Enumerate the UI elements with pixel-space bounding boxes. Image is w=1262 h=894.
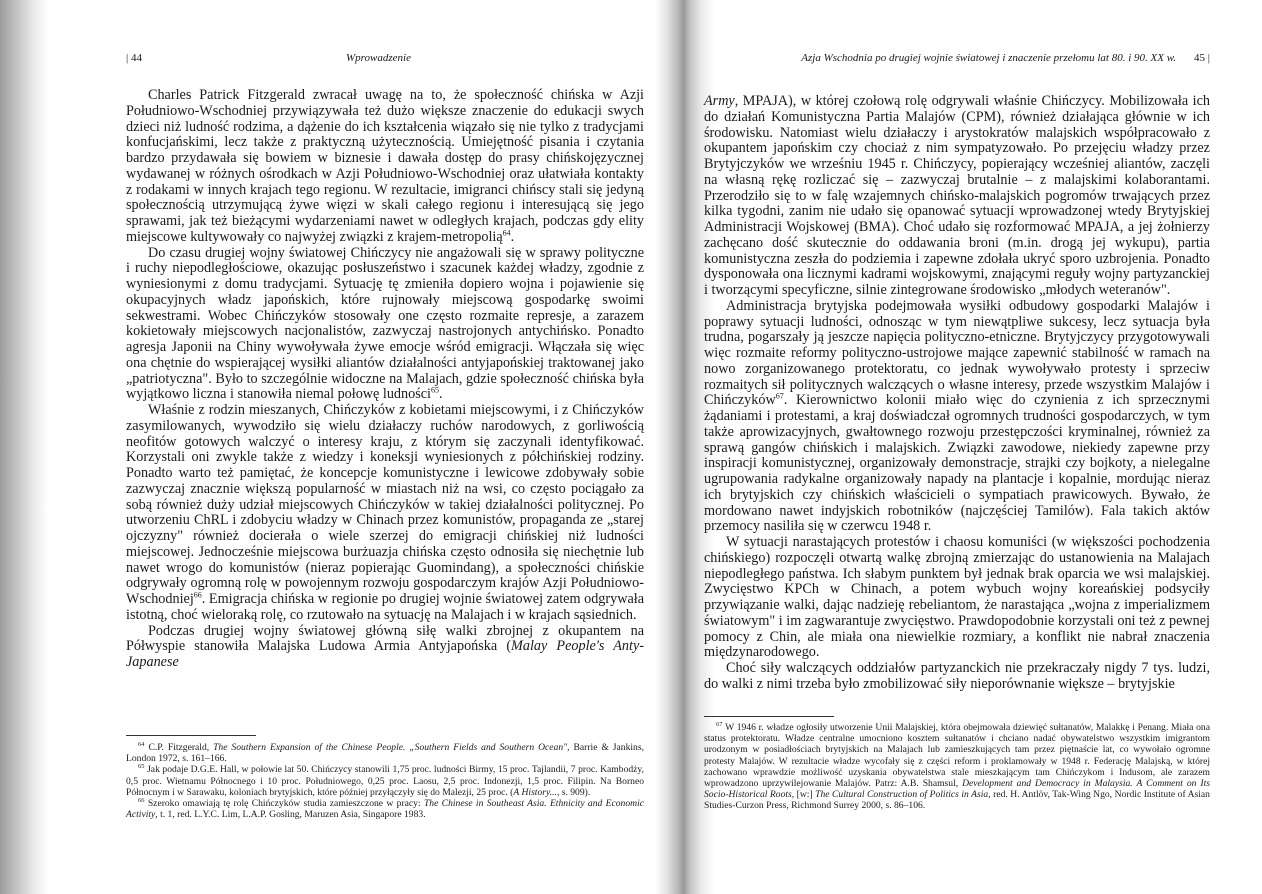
left-body-text <box>126 88 644 671</box>
right-page-number: 45 | <box>1194 52 1210 64</box>
right-page <box>690 0 1210 894</box>
left-running-head <box>116 52 644 70</box>
left-paragraph: Charles Patrick Fitzgerald zwracał uwagę na to, że społeczność chińska w Azji Południowo-Wschodniej przywiązywała też dużo większe znaczenie do edukacji swych dzieci niż ludność rodzima, a dążenie do ich kształcenia wiązało się nie tylko z tradycjami konfucjańskimi, lecz także z praktyczną użytecznością. Umiejętność pisania i czytania bardzo przydawała się bowiem w biznesie i dawała dostęp do prasy chińskojęzycznej wydawanej w różnych ośrodkach w Azji Południowo-Wschodniej oraz ułatwiała kontakty z rodakami w innych krajach tego regionu. W rezultacie, imigranci chińscy stali się jedyną społecznością utrzymującą żywe więzi w skali całego regionu i interesującą się jego sprawami, jak też bieżącymi wydarzeniami nawet w odległych krajach, podczas gdy elity miejscowe kultywowały co najwyżej związki z krajem-metropolią$^{64}$. <box>126 87 644 245</box>
right-paragraph: Choć siły walczących oddziałów partyzanckich nie przekraczały nigdy 7 tys. ludzi, do walki z nimi trzeba było zmobilizować siły nieporównanie większe – brytyjskie <box>704 660 1210 692</box>
left-footnote-rule <box>126 735 256 736</box>
footnote: $^{67}$ W 1946 r. władze ogłosiły utworzenie Unii Malajskiej, która obejmowała dziewięć sułtanatów, Malakkę i Penang. Miała ona status protektoratu. Władze centralne umocniono kosztem sułtanatów i chciano nadać obywatelstwo wszystkim imigrantom urodzonym w posiadłościach brytyjskich na Malajach lub zamieszkujących tam przez piętnaście lat, co wywołało ogromne protesty Malajów. W rezultacie władze wycofały się z części reform i proklamowały w 1948 r. Federację Malajską, w której zachowano wprawdzie możliwość uzyskania obywatelstwa stale mieszkającym tam Chińczykom i Indusom, ale zarazem wprowadzono uprzywilejowanie Malajów. Patrz: A.B. Shamsul, Development and Democracy in Malaysia. A Comment on Its Socio-Historical Roots, [w:] The Cultural Construction of Politics in Asia, red. H. Antlöv, Tak-Wing Ngo, Nordic Institute of Asian Studies-Curzon Press, Richmond Surrey 2000, s. 86–106. <box>704 720 1210 812</box>
left-paragraph: Do czasu drugiej wojny światowej Chińczycy nie angażowali się w sprawy polityczne i ruchy niepodległościowe, okazując posłuszeństwo i szacunek każdej władzy, zgodnie z wyniesionymi z domu tradycjami. Sytuację tę zmieniła dopiero wojna i pojawienie się okupacyjnych władz japońskich, które rujnowały miejscową gospodarkę swoimi sekwestrami. Wobec Chińczyków stosowały one często rozmaite represje, a zarazem kokietowały miejscowych nacjonalistów, zazwyczaj nastrojonych antychińsko. Ponadto agresja Japonii na Chiny wywoływała żywe emocje wśród emigracji. Włączała się więc ona chętnie do wspierającej wysiłki aliantów działalności antyjapońskiej traktowanej jako „patriotyczna". Było to szczególnie widoczne na Malajach, gdzie społeczność chińska była wyjątkowo liczna i stanowiła niemal połowę ludności$^{65}$. <box>126 244 644 403</box>
footnote: $^{66}$ Szeroko omawiają tę rolę Chińczyków studia zamieszczone w pracy: The Chinese in Southeast Asia. Ethnicity and Economic Activity, t. 1, red. L.Y.C. Lim, L.A.P. Gosling, Maruzen Asia, Singapore 1983. <box>126 796 644 821</box>
right-paragraph: Administracja brytyjska podejmowała wysiłki odbudowy gospodarki Malajów i poprawy sytuacji ludności, odnosząc w tym niewątpliwe sukcesy, lecz sytuacja była trudna, pogarszały ją jeszcze napięcia polityczno-etniczne. Brytyjczycy przygotowywali więc rozmaite reformy polityczno-ustrojowe mające zapewnić stabilność w ramach na nowo zorganizowanego protektoratu, co jednak wywoływało protesty i sprzeciw rozmaitych sił politycznych walczących o własne interesy, przede wszystkim Malajów i Chińczyków$^{67}$. Kierownictwo kolonii miało więc do czynienia z ich sprzecznymi żądaniami i protestami, a kraj doświadczał ogromnych trudności gospodarczych, w tym także aprowizacyjnych, gwałtownego rozwoju przestępczości kryminalnej, również za sprawą gangów chińskich i malajskich. Związki zawodowe, niekiedy zapewne przy inspiracji komunistycznej, organizowały demonstracje, strajki czy bojkoty, a nielegalne ugrupowania radykalne organizowały napady na plantacje i kopalnie, mordując nieraz ich brytyjskich czy chińskich właścicieli o sympatiach prawicowych. Bywało, że mordowano nawet indyjskich robotników (najczęściej Tamilów). Fala takich aktów przemocy nasiliła się w czerwcu 1948 r. <box>704 297 1210 535</box>
left-running-title: Wprowadzenie <box>346 52 411 64</box>
left-paragraph: Właśnie z rodzin mieszanych, Chińczyków z kobietami miejscowymi, i z Chińczyków zasymilowanych, wywodziło się wielu działaczy ruchów narodowych, z gorliwością neofitów gotowych walczyć o interesy kraju, z którym się zaczynali identyfikować. Korzystali oni zwykle także z wiedzy i koneksji wyniesionych z półchińskiej rodziny. Ponadto warto też pamiętać, że koncepcje komunistyczne i lewicowe zdobywały sobie zazwyczaj znacznie większą popularność w miastach niż na wsi, co często pociągało za sobą również duży udział miejscowych Chińczyków w takiej działalności politycznej. Po utworzeniu ChRL i zdobyciu władzy w Chinach przez komunistów, propaganda ze „starej ojczyzny" również docierała o wiele szerzej do emigracji chińskiej niż ludności miejscowej. Jednocześnie miejscowa burżuazja chińska często odnosiła się niechętnie lub nawet wrogo do komunistów (nieraz popierając Guomindang), a społeczności chińskie odgrywały ogromną rolę w powojennym rozwoju gospodarczym krajów Azji Południowo-Wschodniej$^{66}$. Emigracja chińska w regionie po drugiej wojnie światowej zatem odgrywała istotną, choć wieloraką rolę, co rzutowało na sytuację na Malajach i w krajach sąsiednich. <box>126 402 644 623</box>
right-paragraph: W sytuacji narastających protestów i chaosu komuniści (w większości pochodzenia chińskiego) rozpoczęli otwartą walkę zbrojną zmierzając do ustanowienia na Malajach niepodległego państwa. Ich słabym punktem był jednak brak oparcia we wsi malajskiej. Zwycięstwo KPCh w Chinach, a potem wybuch wojny koreańskiej podsyciły przywiązanie walki, dając nadzieję rebeliantom, że narastająca „wojna z imperializmem światowym" i im zagwarantuje zwycięstwo. Prawdopodobnie korzystali oni też z pewnej pomocy z Chin, ale miała ona niewielkie rozmiary, a konflikt nie nabrał znaczenia międzynarodowego. <box>704 534 1210 661</box>
right-footnote-rule <box>704 716 834 717</box>
left-paragraph: Podczas drugiej wojny światowej główną siłę walki zbrojnej z okupantem na Półwyspie stanowiła Malajska Ludowa Armia Antyjapońska (Malay People's Anty-Japanese <box>126 622 644 670</box>
right-footnotes <box>704 722 1210 812</box>
left-page-number: | 44 <box>126 52 142 64</box>
right-running-head <box>690 52 1210 70</box>
right-body-text <box>704 94 1210 693</box>
footnote: $^{64}$ C.P. Fitzgerald, The Southern Expansion of the Chinese People. „Southern Fields and Southern Ocean", Barrie & Jankins, London 1972, s. 161–166. <box>126 740 644 765</box>
right-paragraph: Army, MPAJA), w której czołową rolę odgrywali właśnie Chińczycy. Mobilizowała ich do działań Komunistyczna Partia Malajów (CPM), również działająca głównie w ich środowisku. Natomiast wielu działaczy i arystokratów malajskich współpracowało z okupantem japońskim czy chociaż z nim sympatyzowało. Po przejęciu władzy przez Brytyjczyków we wrześniu 1945 r. Chińczycy, popierający wcześniej aliantów, zaczęli na własną rękę rozliczać się – zazwyczaj brutalnie – z malajskimi kolaborantami. Przerodziło się to w falę wzajemnych chińsko-malajskich pogromów trwających przez kilka tygodni, zanim nie udało się opanować sytuacji wprowadzonej wtedy Brytyjskiej Administracji Wojskowej (BMA). Choć udało się rozformować MPAJA, a jej żołnierzy zachęcano dość skutecznie do oddawania broni (m.in. drogą jej wykupu), partia komunistyczna zeszła do podziemia i zapewne zdołała ukryć sporo uzbrojenia. Ponadto dysponowała ona licznymi kadrami wojskowymi, znającymi reguły wojny partyzanckiej i tworzącymi specyficzne, silnie zintegrowane środowisko „młodych weteranów". <box>704 93 1210 298</box>
right-running-title: Azja Wschodnia po drugiej wojnie światowej i znaczenie przełomu lat 80. i 90. XX w. <box>801 52 1176 64</box>
left-footnotes <box>126 742 644 820</box>
footnote: $^{65}$ Jak podaje D.G.E. Hall, w połowie lat 50. Chińczycy stanowili 1,75 proc. ludności Birmy, 15 proc. Tajlandii, 7 proc. Kambodży, 0,5 proc. Wietnamu Północnego i 10 proc. Południowego, 0,25 proc. Laosu, 2,5 proc. Indonezji, 1,5 proc. Filipin. Na Borneo Północnym i w Sarawaku, koloniach brytyjskich, które później przyłączyły się do Malezji, 25 proc. (A History..., s. 909). <box>126 763 644 798</box>
left-page <box>116 0 644 894</box>
scan-edge-shadow <box>0 0 48 894</box>
